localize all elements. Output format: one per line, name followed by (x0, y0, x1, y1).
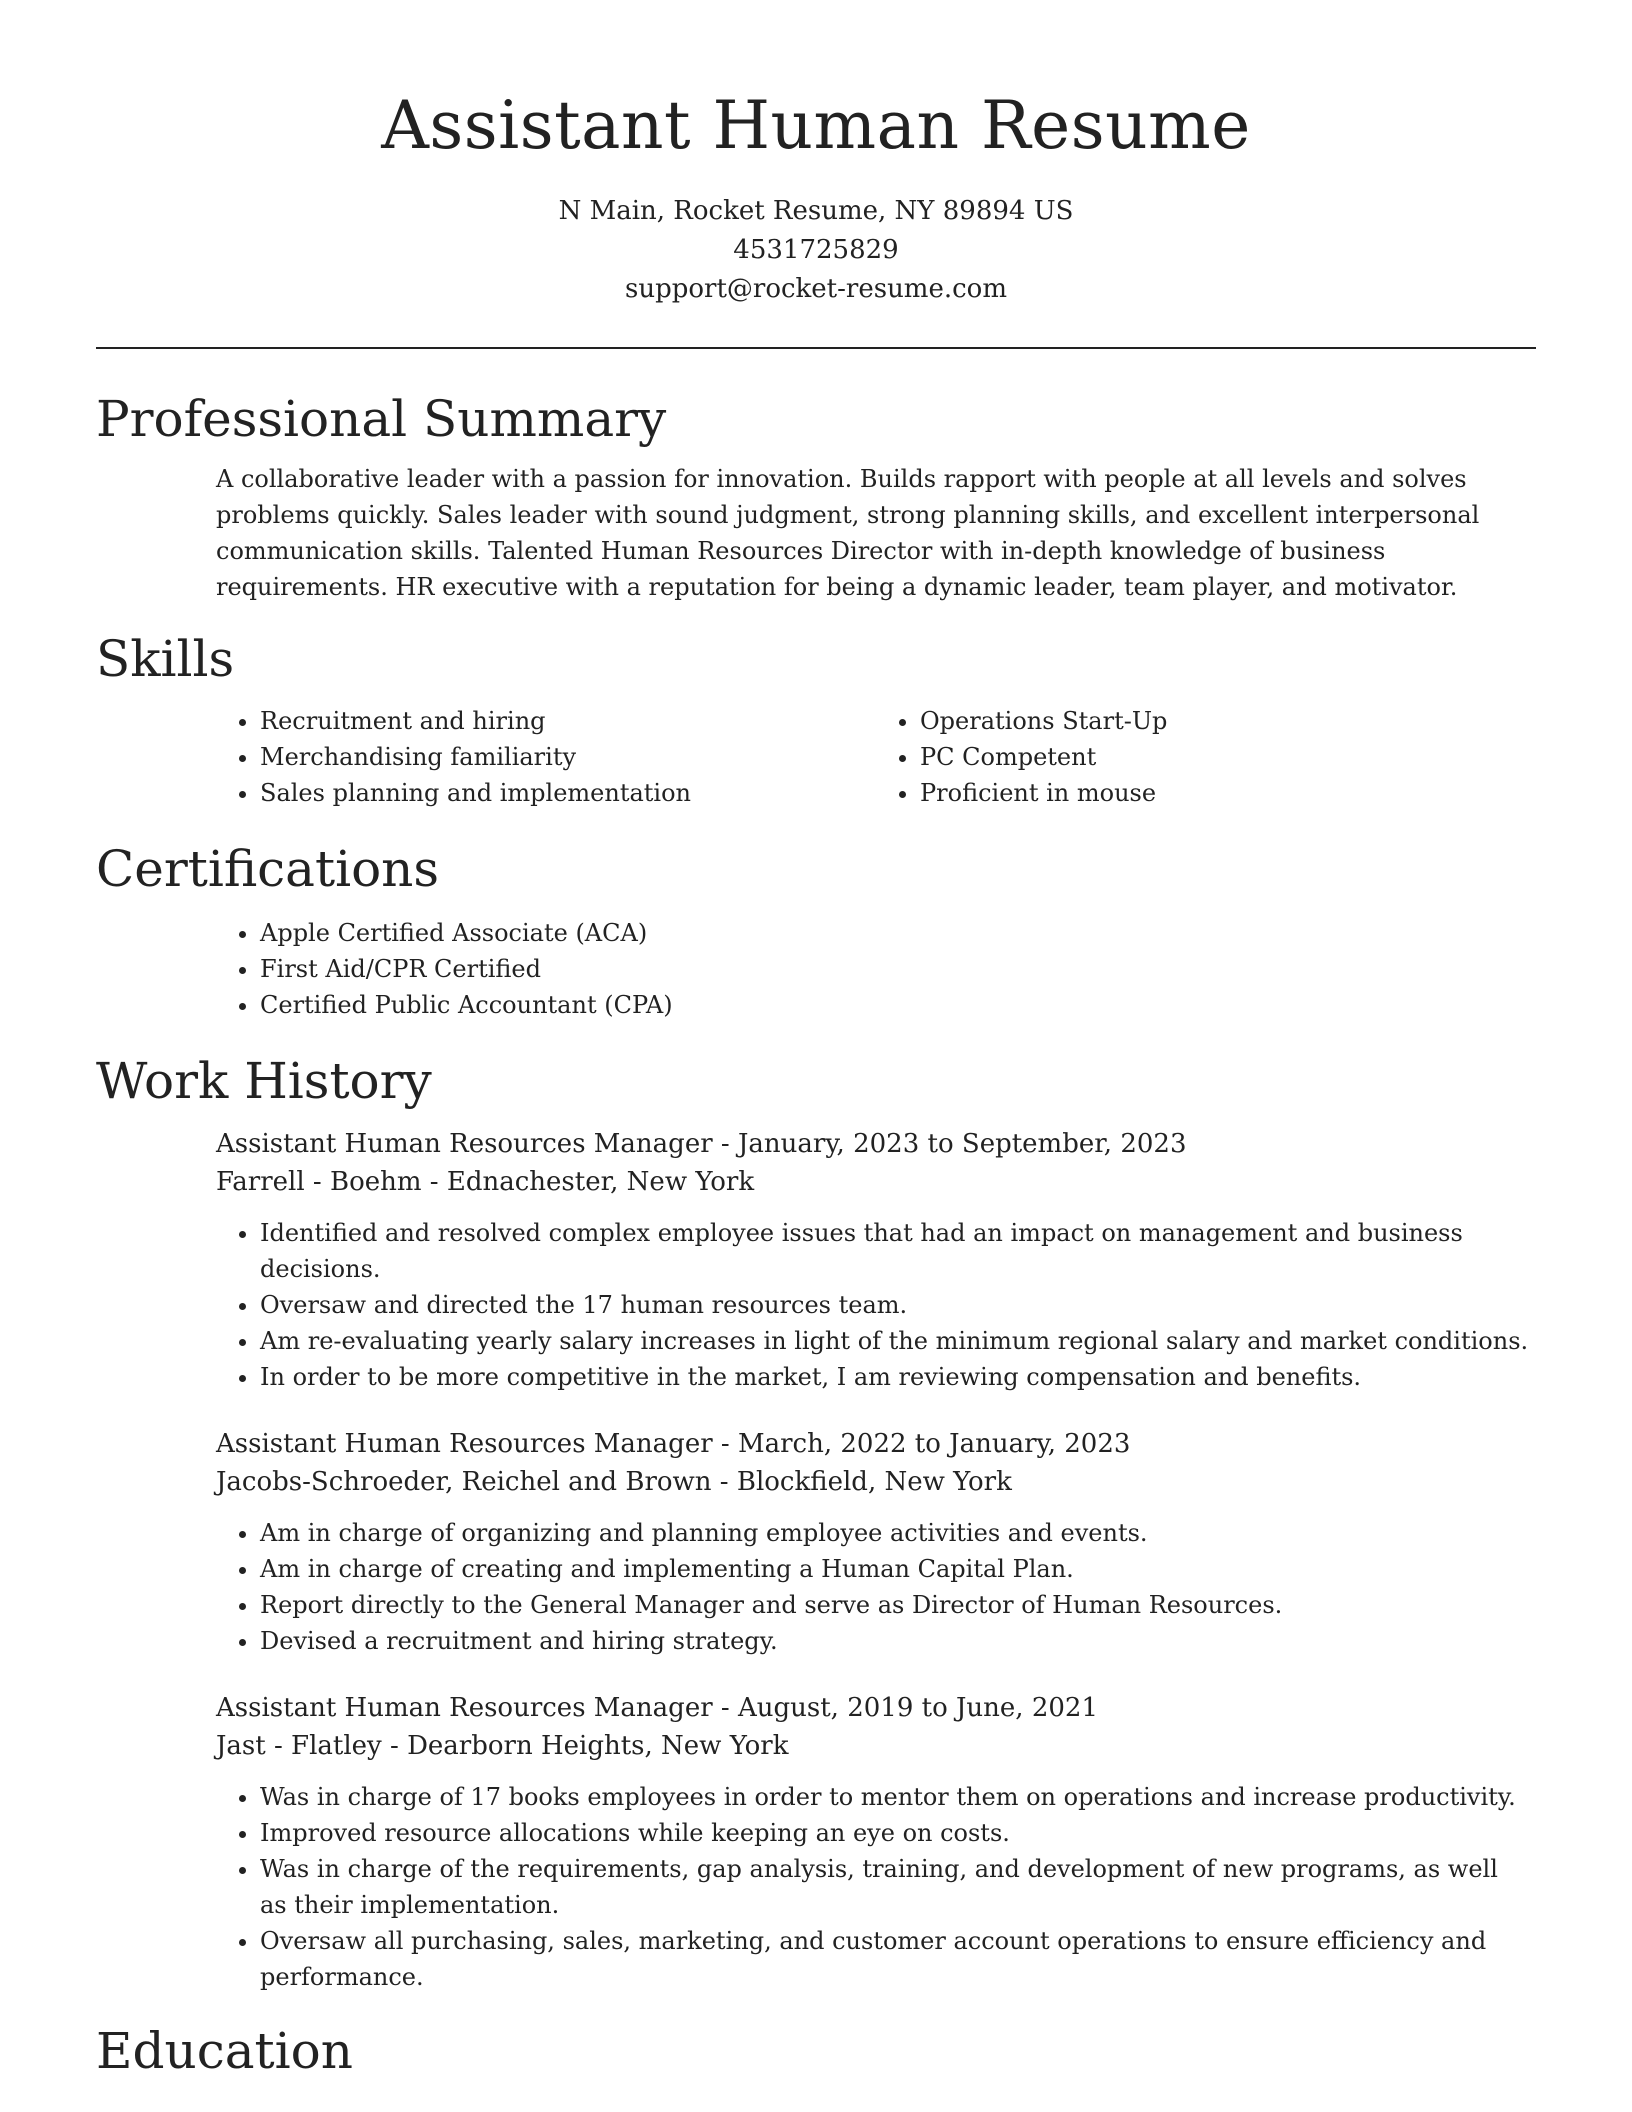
job-location: Blockfield, New York (736, 1467, 1012, 1497)
job-title-line: Assistant Human Resources Manager - August, 2019 to June, 2021 (216, 1693, 1098, 1723)
job-title-line: Assistant Human Resources Manager - March, 2022 to January, 2023 (216, 1429, 1131, 1459)
job-bullet: • Am in charge of organizing and planning employee activities and events. (260, 1515, 1530, 1551)
job-title: Assistant Human Resources Manager (216, 1693, 713, 1723)
phone: 4531725829 (733, 235, 899, 265)
job-bullet: • Devised a recruitment and hiring strategy. (260, 1623, 1530, 1659)
skill-item: • PC Competent (920, 739, 1536, 775)
job-bullet: • Am in charge of creating and implementing a Human Capital Plan. (260, 1551, 1530, 1587)
skills-columns (216, 703, 1536, 811)
skills-section (96, 629, 1536, 811)
header-divider (96, 347, 1536, 349)
job-bullets (216, 1779, 1530, 1995)
resume-name: Assistant Human Resume (381, 87, 1251, 164)
contact-info (96, 192, 1536, 309)
job-title-line: Assistant Human Resources Manager - January, 2023 to September, 2023 (216, 1129, 1187, 1159)
job-location: Ednachester, New York (446, 1167, 755, 1197)
summary-heading: Professional Summary (96, 390, 667, 448)
job-entry (216, 1689, 1536, 1995)
certification-item: • Apple Certified Associate (ACA) (260, 915, 1536, 951)
job-dates: January, 2023 to September, 2023 (737, 1129, 1187, 1159)
education-heading: Education (96, 2022, 353, 2080)
summary-section (96, 389, 1536, 605)
job-title: Assistant Human Resources Manager (216, 1429, 713, 1459)
skills-list-right (876, 703, 1536, 811)
skill-item: • Recruitment and hiring (260, 703, 876, 739)
certification-item: • First Aid/CPR Certified (260, 951, 1536, 987)
address: N Main, Rocket Resume, NY 89894 US (558, 196, 1074, 226)
certifications-section (96, 839, 1536, 1023)
job-bullet: • Report directly to the General Manager and serve as Director of Human Resources. (260, 1587, 1530, 1623)
job-company: Jacobs-Schroeder, Reichel and Brown (216, 1467, 712, 1497)
work-history-section (96, 1051, 1536, 1995)
certifications-list (216, 915, 1536, 1023)
job-bullet: • Was in charge of 17 books employees in order to mentor them on operations and increase productivity. (260, 1779, 1530, 1815)
skills-list-left (216, 703, 876, 811)
job-location: Dearborn Heights, New York (407, 1731, 789, 1761)
job-bullets (216, 1515, 1530, 1659)
certifications-heading: Certifications (96, 840, 440, 898)
resume-page (96, 0, 1536, 2081)
job-bullet: • Oversaw and directed the 17 human resources team. (260, 1287, 1530, 1323)
job-bullet: • Oversaw all purchasing, sales, marketing, and customer account operations to ensure efficiency and performance. (260, 1923, 1530, 1995)
skills-heading: Skills (96, 630, 235, 688)
job-bullet: • Improved resource allocations while keeping an eye on costs. (260, 1815, 1530, 1851)
summary-text: A collaborative leader with a passion for innovation. Builds rapport with people at all levels and solves problems quickly. Sales leader with sound judgment, strong planning skills, and excellent interpersonal communication skills. Talented Human Resources Director with in-depth knowledge of business requirements. HR executive with a reputation for being a dynamic leader, team player, and motivator. (216, 465, 1480, 601)
skill-item: • Merchandising familiarity (260, 739, 876, 775)
job-company: Farrell - Boehm (216, 1167, 422, 1197)
job-dates: March, 2022 to January, 2023 (737, 1429, 1131, 1459)
skill-item: • Proficient in mouse (920, 775, 1536, 811)
job-title: Assistant Human Resources Manager (216, 1129, 713, 1159)
job-company-line: Jacobs-Schroeder, Reichel and Brown - Blockfield, New York (216, 1467, 1012, 1497)
job-dates: August, 2019 to June, 2021 (737, 1693, 1098, 1723)
job-bullet: • Identified and resolved complex employee issues that had an impact on management and business decisions. (260, 1215, 1530, 1287)
job-bullets (216, 1215, 1530, 1395)
job-bullet: • In order to be more competitive in the market, I am reviewing compensation and benefits. (260, 1359, 1530, 1395)
skill-item: • Sales planning and implementation (260, 775, 876, 811)
education-section (96, 2021, 1536, 2081)
work-history-heading: Work History (96, 1052, 432, 1110)
job-bullet: • Was in charge of the requirements, gap analysis, training, and development of new programs, as well as their implementation. (260, 1851, 1530, 1923)
job-bullet: • Am re-evaluating yearly salary increases in light of the minimum regional salary and market conditions. (260, 1323, 1530, 1359)
certification-item: • Certified Public Accountant (CPA) (260, 987, 1536, 1023)
job-company-line: Farrell - Boehm - Ednachester, New York (216, 1167, 755, 1197)
job-company-line: Jast - Flatley - Dearborn Heights, New York (216, 1731, 789, 1761)
resume-header (96, 0, 1536, 309)
skill-item: • Operations Start-Up (920, 703, 1536, 739)
job-company: Jast - Flatley (216, 1731, 382, 1761)
job-entry (216, 1425, 1536, 1659)
job-entry (216, 1125, 1536, 1395)
email: support@rocket-resume.com (624, 274, 1007, 304)
